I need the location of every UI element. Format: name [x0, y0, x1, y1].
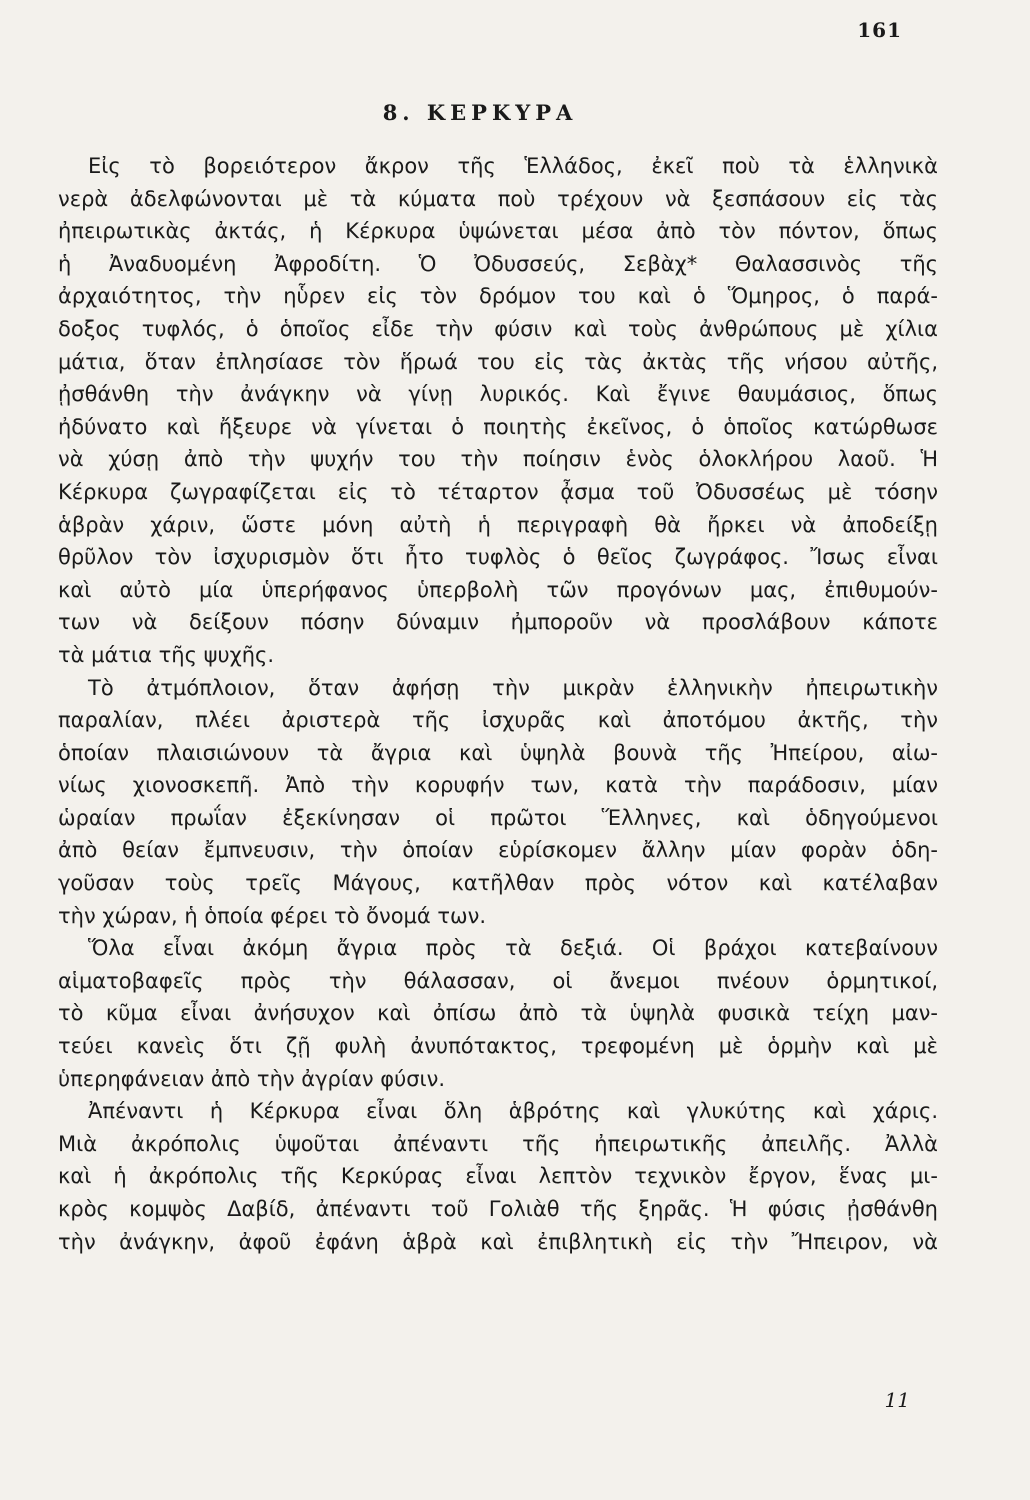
text-line: ἠπειρωτικὰς ἀκτάς, ἡ Κέρκυρα ὑψώνεται μέσα ἀπὸ τὸν πόντον, ὅπως	[58, 219, 938, 244]
text-line: καὶ αὐτὸ μία ὑπερήφανος ὑπερβολὴ τῶν προγόνων μας, ἐπιθυμούν-	[58, 577, 938, 602]
text-line: τὴν ἀνάγκην, ἀφοῦ ἐφάνη ἁβρὰ καὶ ἐπιβλητικὴ εἰς τὴν Ἤπειρον, νὰ	[58, 1229, 938, 1254]
text-line: τεύει κανεὶς ὅτι ζῇ φυλὴ ἀνυπότακτος, τρεφομένη μὲ ὁρμὴν καὶ μὲ	[58, 1034, 938, 1059]
chapter-title: 8. ΚΕΡΚΥΡΑ	[382, 100, 578, 125]
paragraph	[58, 672, 938, 933]
text-line: καὶ ἡ ἀκρόπολις τῆς Κερκύρας εἶναι λεπτὸν τεχνικὸν ἔργον, ἕνας μι-	[58, 1164, 938, 1189]
paragraph	[58, 932, 938, 1095]
text-line: αἱματοβαφεῖς πρὸς τὴν θάλασσαν, οἱ ἄνεμοι πνέουν ὁρμητικοί,	[58, 968, 938, 993]
text-line: Εἰς τὸ βορειότερον ἄκρον τῆς Ἑλλάδος, ἐκεῖ ποὺ τὰ ἑλληνικὰ	[88, 154, 938, 178]
text-line: τὰ μάτια τῆς ψυχῆς.	[58, 642, 275, 667]
text-line: ἀπὸ θείαν ἔμπνευσιν, τὴν ὁποίαν εὑρίσκομεν ἄλλην μίαν φορὰν ὁδη-	[58, 838, 938, 863]
text-line: νερὰ ἀδελφώνονται μὲ τὰ κύματα ποὺ τρέχουν νὰ ξεσπάσουν εἰς τὰς	[58, 186, 938, 211]
text-line: τὴν χώραν, ἡ ὁποία φέρει τὸ ὄνομά των.	[58, 903, 487, 928]
text-line: ἀρχαιότητος, τὴν ηὗρεν εἰς τὸν δρόμον του καὶ ὁ Ὅμηρος, ὁ παρά-	[58, 284, 938, 309]
text-line: Μιὰ ἀκρόπολις ὑψοῦται ἀπέναντι τῆς ἠπειρωτικῆς ἀπειλῆς. Ἀλλὰ	[58, 1131, 938, 1156]
body-text	[58, 150, 938, 1258]
text-line: νίως χιονοσκεπῆ. Ἀπὸ τὴν κορυφήν των, κατὰ τὴν παράδοσιν, μίαν	[58, 773, 938, 798]
text-line: ἠδύνατο καὶ ἤξευρε νὰ γίνεται ὁ ποιητὴς ἐκεῖνος, ὁ ὁποῖος κατώρθωσε	[58, 414, 938, 439]
text-line: Τὸ ἀτμόπλοιον, ὅταν ἀφήσῃ τὴν μικρὰν ἑλληνικὴν ἠπειρωτικὴν	[88, 675, 938, 700]
text-line: παραλίαν, πλέει ἀριστερὰ τῆς ἰσχυρᾶς καὶ ἀποτόμου ἀκτῆς, τὴν	[58, 708, 938, 733]
text-line: ἁβρὰν χάριν, ὥστε μόνη αὐτὴ ἡ περιγραφὴ θὰ ἤρκει νὰ ἀποδείξῃ	[58, 512, 938, 537]
paragraph	[58, 150, 938, 672]
text-line: Ἀπέναντι ἡ Κέρκυρα εἶναι ὅλη ἁβρότης καὶ γλυκύτης καὶ χάρις.	[88, 1099, 938, 1124]
text-line: θρῦλον τὸν ἰσχυρισμὸν ὅτι ἦτο τυφλὸς ὁ θεῖος ζωγράφος. Ἴσως εἶναι	[58, 545, 938, 570]
text-line: Ὅλα εἶναι ἀκόμη ἄγρια πρὸς τὰ δεξιά. Οἱ βράχοι κατεβαίνουν	[88, 936, 938, 961]
text-line: μάτια, ὅταν ἐπλησίασε τὸν ἥρωά του εἰς τὰς ἀκτὰς τῆς νήσου αὐτῆς,	[58, 349, 938, 374]
paragraph	[58, 1095, 938, 1258]
text-line: τὸ κῦμα εἶναι ἀνήσυχον καὶ ὀπίσω ἀπὸ τὰ ὑψηλὰ φυσικὰ τείχη μαν-	[58, 1001, 938, 1026]
text-line: ᾐσθάνθη τὴν ἀνάγκην νὰ γίνῃ λυρικός. Καὶ ἔγινε θαυμάσιος, ὅπως	[58, 382, 938, 407]
text-line: γοῦσαν τοὺς τρεῖς Μάγους, κατῆλθαν πρὸς νότον καὶ κατέλαβαν	[58, 871, 938, 896]
text-line: κρὸς κομψὸς Δαβίδ, ἀπέναντι τοῦ Γολιὰθ τῆς ξηρᾶς. Ἡ φύσις ᾐσθάνθη	[58, 1197, 938, 1221]
text-line: ὡραίαν πρωΐαν ἐξεκίνησαν οἱ πρῶτοι Ἕλληνες, καὶ ὁδηγούμενοι	[58, 805, 938, 830]
text-line: νὰ χύσῃ ἀπὸ τὴν ψυχήν του τὴν ποίησιν ἑνὸς ὁλοκλήρου λαοῦ. Ἡ	[58, 447, 938, 472]
text-line: ὁποίαν πλαισιώνουν τὰ ἄγρια καὶ ὑψηλὰ βουνὰ τῆς Ἠπείρου, αἰω-	[58, 740, 938, 765]
signature-mark: 11	[884, 1388, 910, 1412]
text-line: ἡ Ἀναδυομένη Ἀφροδίτη. Ὁ Ὀδυσσεύς, Σεβὰχ* Θαλασσινὸς τῆς	[58, 251, 938, 276]
text-line: δοξος τυφλός, ὁ ὁποῖος εἶδε τὴν φύσιν καὶ τοὺς ἀνθρώπους μὲ χίλια	[58, 316, 938, 341]
page-number: 161	[857, 18, 902, 42]
text-line: ὑπερηφάνειαν ἀπὸ τὴν ἀγρίαν φύσιν.	[58, 1066, 446, 1091]
text-line: Κέρκυρα ζωγραφίζεται εἰς τὸ τέταρτον ᾆσμα τοῦ Ὀδυσσέως μὲ τόσην	[58, 479, 938, 504]
text-line: των νὰ δείξουν πόσην δύναμιν ἠμποροῦν νὰ προσλάβουν κάποτε	[58, 610, 938, 635]
